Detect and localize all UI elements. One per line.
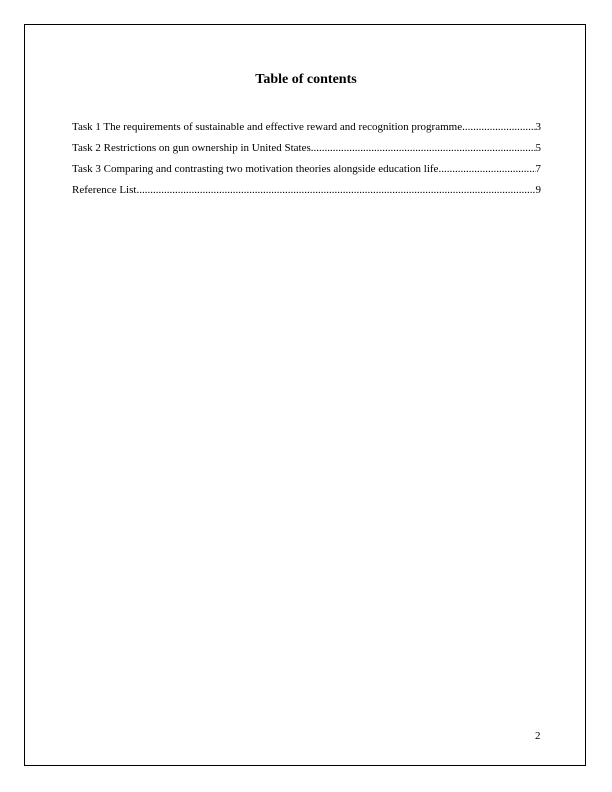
toc-entry-page: 9 — [535, 184, 541, 196]
toc-entry-page: 5 — [535, 142, 541, 154]
toc-entry-reference-list[interactable] — [72, 183, 541, 197]
toc-entry-text: Reference List — [72, 184, 137, 196]
page-number: 2 — [535, 730, 541, 742]
toc-entry-page: 7 — [535, 163, 541, 175]
toc-dot-leader — [462, 120, 535, 134]
toc-entry-task-1[interactable] — [72, 120, 541, 134]
toc-dot-leader — [136, 183, 535, 197]
toc-entry-page: 3 — [535, 121, 541, 133]
toc-entry-text: Task 2 Restrictions on gun ownership in United States — [72, 142, 311, 154]
toc-title: Table of contents — [255, 72, 357, 87]
toc-dot-leader — [438, 162, 535, 176]
toc-dot-leader — [311, 141, 536, 155]
toc-entry-text: Task 1 The requirements of sustainable and effective reward and recognition programme — [72, 121, 463, 133]
toc-entry-text: Task 3 Comparing and contrasting two motivation theories alongside education life — [72, 163, 439, 175]
table-of-contents — [72, 120, 541, 204]
toc-entry-task-2[interactable] — [72, 141, 541, 155]
toc-entry-task-3[interactable] — [72, 162, 541, 176]
